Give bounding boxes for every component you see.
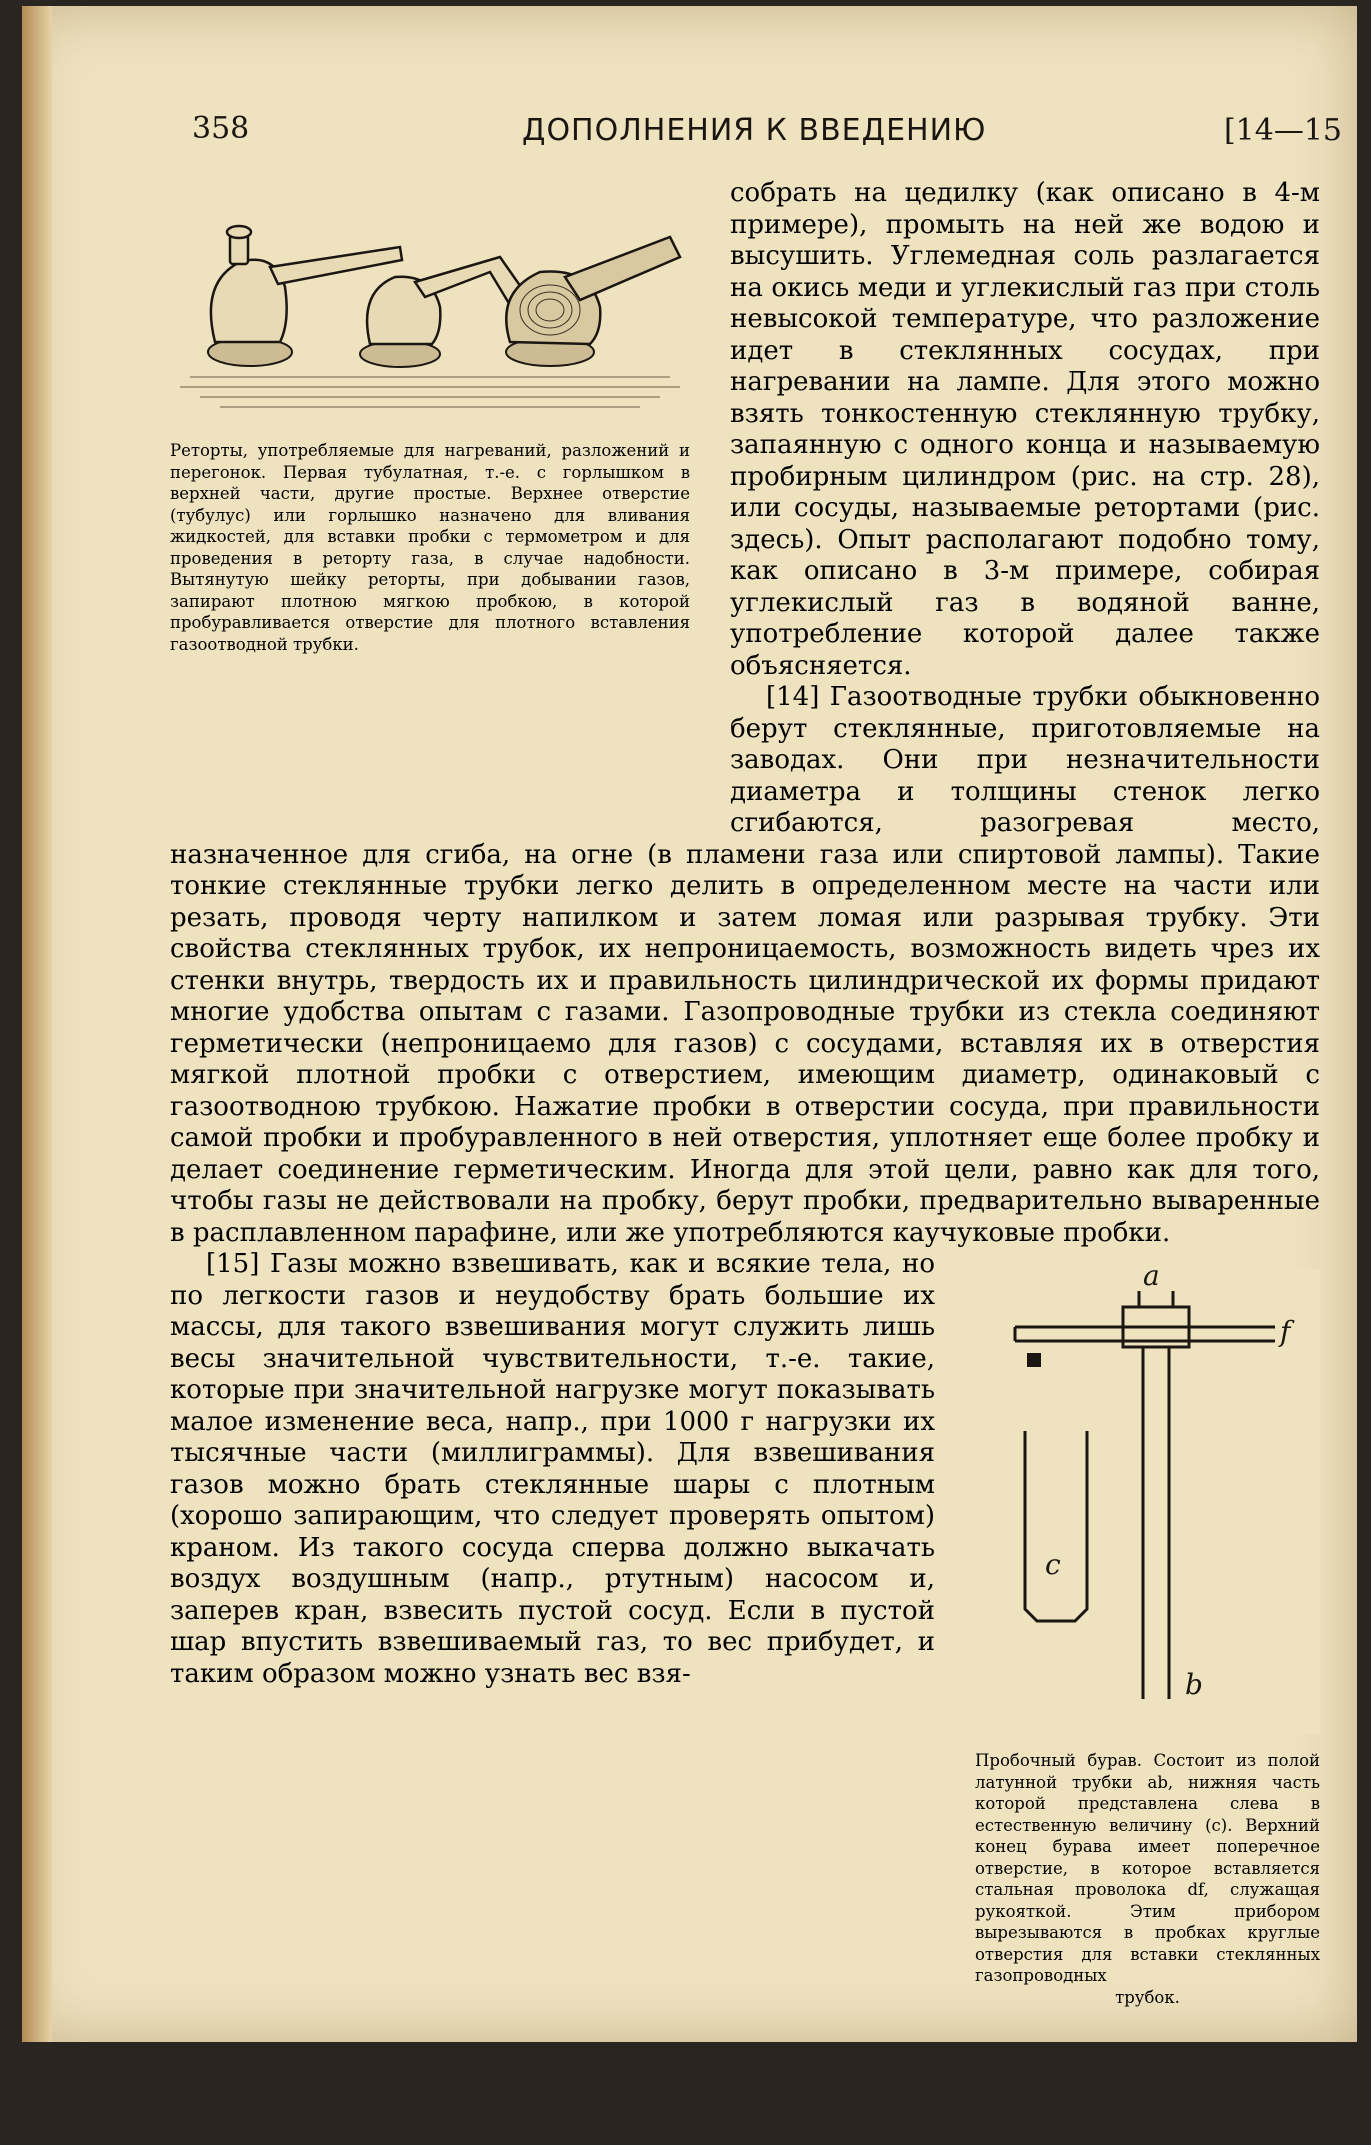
section-15-marker: [15]: [206, 1249, 260, 1279]
section-range: [14—15: [1223, 113, 1342, 148]
page-header: [192, 111, 1342, 161]
section-14-marker: [14]: [766, 682, 820, 712]
cork-borer-diagram-icon: [975, 1269, 1320, 1734]
retorts-figure: [170, 182, 690, 822]
running-title: ДОПОЛНЕНИЯ К ВВЕДЕНИЮ: [522, 113, 987, 148]
cork-borer-caption: [975, 1750, 1320, 2008]
paragraph-14-text: Газоотводные трубки обыкновенно берут стеклянные, приготовляемые на заводах. Они при незначительности диаметра и толщины стенок легко сгибаются, разогревая место, назначенное для сгиба, на огне (в пламени газа или спиртовой лампы). Такие тонкие стеклянные трубки легко делить в определенном месте на части или резать, проводя черту напилком и затем ломая или разрывая трубку. Эти свойства стеклянных трубок, их непроницаемость, возможность видеть чрез их стенки внутрь, твердость их и правильность цилиндрической их формы придают многие удобства опытам с газами. Газопроводные трубки из стекла соединяют герметически (непроницаемо для газов) с сосудами, вставляя их в отверстия мягкой плотной пробки с отверстием, имеющим диаметр, одинаковый с газоотводною трубкою. Нажатие пробки в отверстии сосуда, при правильности самой пробки и пробуравленного в ней отверстия, уплотняет еще более пробку и делает соединение герметическим. Иногда для этой цели, равно как для того, чтобы газы не действовали на пробку, берут пробки, предварительно вываренные в расплавленном парафине, или же употребляются каучуковые пробки.: [170, 682, 1320, 1248]
label-f: f: [1280, 1315, 1291, 1348]
cork-borer-figure: [975, 1269, 1320, 2139]
book-spine: [22, 6, 52, 2042]
cork-borer-caption-text: Пробочный бурав. Состоит из полой латунной трубки ab, нижняя часть которой представлена слева в естественную величину (c). Верхний конец бурава имеет поперечное отверстие, в которое вставляется стальная проволока df, служащая рукояткой. Этим прибором вырезываются в пробках круглые отверстия для вставки стеклянных газопроводных: [975, 1751, 1320, 1985]
paragraph-1: собрать на цедилку (как описано в 4-м примере), промыть на ней же водою и высушить. Углемедная соль разлагается на окись меди и углекислый газ при столь невысокой температуре, что разложение идет в стеклянных сосудах, при нагревании на лампе. Для этого можно взять тонкостенную стеклянную трубку, запаянную с одного конца и называемую пробирным цилиндром (рис. на стр. 28), или сосуды, называемые ретортами (рис. здесь). Опыт располагают подобно тому, как описано в 3-м примере, собирая углекислый газ в водяной ванне, употребление которой далее также объясняется.: [730, 178, 1320, 681]
label-a: a: [1143, 1269, 1160, 1292]
label-c: c: [1045, 1548, 1061, 1581]
label-b: b: [1185, 1668, 1203, 1701]
cork-borer-caption-last: трубок.: [1115, 1987, 1180, 2007]
retorts-illustration-icon: [170, 182, 690, 422]
paragraph-15-text: Газы можно взвешивать, как и всякие тела, но по легкости газов и неудобству брать большие их массы, для такого взвешивания могут служить лишь весы значительной чувствительности, т.-е. такие, которые при значительной нагрузке могут показывать малое изменение веса, напр., при 1000 г нагрузки их тысячные части (миллиграммы). Для взвешивания газов можно брать стеклянные шары с плотным (хорошо запирающим, что следует проверять опытом) краном. Из такого сосуда сперва должно выкачать воздух воздушным (напр., ртутным) насосом и, заперев кран, взвесить пустой сосуд. Если в пустой шар впустить взвешиваемый газ, то вес прибудет, и таким образом можно узнать вес взя-: [170, 1249, 935, 1689]
page-number: 358: [192, 111, 250, 146]
retorts-caption: Реторты, употребляемые для нагреваний, разложений и перегонок. Первая тубулатная, т.-е. с горлышком в верхней части, другие простые. Верхнее отверстие (тубулус) или горлышко назначено для вливания жидкостей, для вставки пробки с термометром и для проведения в реторту газа, в случае надобности. Вытянутую шейку реторты, при добывании газов, запирают плотною мягкою пробкою, в которой пробуравливается отверстие для плотного вставления газоотводной трубки.: [170, 441, 690, 654]
page-body: [170, 178, 1320, 2145]
